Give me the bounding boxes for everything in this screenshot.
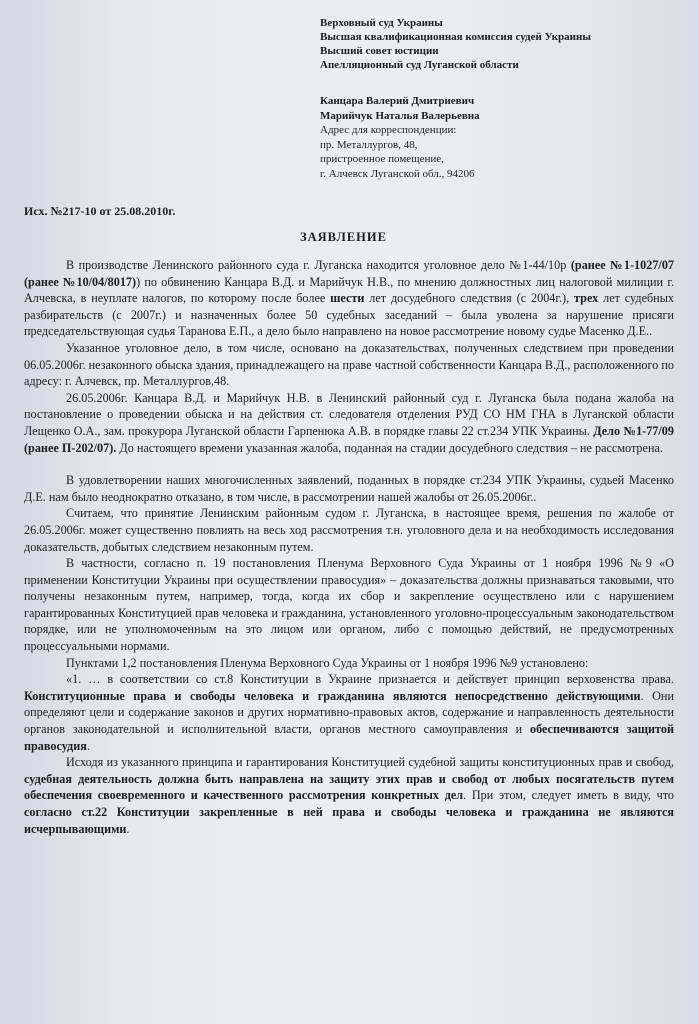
p1-case-number: (ранее №1-1027/07 (ранее №10/04/8017)	[24, 258, 675, 289]
paragraph-gap	[24, 456, 674, 472]
addressee-line: Высшая квалификационная комиссия судей Украины	[320, 31, 591, 43]
addressee-line: Верховный суд Украины	[320, 17, 443, 29]
address-line: пр. Металлургов, 48,	[320, 138, 418, 151]
p3-text: До настоящего времени указанная жалоба, поданная на стадии досудебного следствия – не рассмотрена.	[116, 440, 663, 455]
p1-text: лет досудебного следствия (с 2004г.),	[364, 291, 575, 306]
paragraph-9	[24, 754, 674, 837]
p1-text: лет судебных разбирательств (с 2007г.) и назначенных более 50 судебных заседаний – была уволена за нарушение присяги председательствующая судья Таранова Е.П., а дело было направлено на новое рассмотрение новому судье Масенко Д.Е..	[24, 291, 674, 339]
p9-text: . При этом, следует иметь в виду, что	[463, 788, 674, 803]
addressee-line: Высший совет юстиции	[320, 45, 439, 57]
document-body	[24, 257, 674, 837]
p1-text: В производстве Ленинского районного суда г. Луганска находится уголовное дело №1-44/10р	[66, 258, 571, 272]
paragraph-2: Указанное уголовное дело, в том числе, основано на доказательствах, полученных следствием при проведении 06.05.2006г. незаконного обыска здания, принадлежащего на праве частной собственности Канцара В.Д., расположенного по адресу: г. Алчевск, пр. Металлургов,48.	[24, 340, 674, 389]
p9-emphasis: согласно ст.22 Конституции закрепленные в ней права и свободы человека и гражданина не являются исчерпывающими	[24, 805, 674, 836]
p9-emphasis: судебная деятельность должна быть направлена на защиту этих прав и свобод от любых посягательств путем обеспечения своевременного и качественного рассмотрения конкретных дел	[24, 771, 674, 803]
address-line: Адрес для корреспонденции:	[320, 124, 457, 136]
paragraph-3	[24, 390, 674, 456]
outgoing-number: Исх. №217-10 от 25.08.2010г.	[24, 204, 176, 218]
p8-emphasis: Конституционные права и свободы человека и гражданина являются непосредственно действующими	[24, 688, 641, 703]
address-line: г. Алчевск Луганской обл., 94206	[320, 167, 475, 180]
p9-text: Исходя из указанного принципа и гарантирования Конституцией судебной защиты конституционных прав и свобод,	[66, 755, 674, 770]
p8-text: «1. … в соответствии со ст.8 Конституции в Украине признается и действует принцип верховенства права.	[66, 672, 674, 687]
p1-emphasis: шести	[330, 291, 365, 306]
document-title: ЗАЯВЛЕНИЕ	[300, 230, 387, 244]
sender-name: Канцара Валерий Дмитриевич	[320, 95, 475, 107]
addressee-line: Апелляционный суд Луганской области	[320, 59, 519, 71]
p1-emphasis: трех	[574, 291, 599, 306]
p8-text: . Они определяют цели и содержание законов и других нормативно-правовых актов, содержание и направленность деятельности органов законодательной и исполнительной власти, органов местного самоуправления и	[24, 688, 674, 737]
paragraph-4: В удовлетворении наших многочисленных заявлений, поданных в порядке ст.234 УПК Украины, судьей Масенко Д.Е. нам было неоднократно отказано, в том числе, в рассмотрении нашей жалобы от 26.05.2006г..	[24, 473, 674, 504]
paragraph-8	[24, 671, 674, 754]
p8-emphasis: обеспечиваются защитой правосудия	[24, 722, 674, 753]
sender-block	[320, 94, 690, 181]
p3-text: 26.05.2006г. Канцара В.Д. и Марийчук Н.В. в Ленинский районный суд г. Луганска была подана жалоба на постановление о проведении обыска и на действия ст. следователя отделения РУД СО НМ ГНА в Луганской области Лещенко О.А., зам. прокурора Луганской области Гарпенюка А.В. в порядке главы 22 ст.234 УПК Украины.	[24, 390, 674, 438]
p1-text: ) по обвинению Канцара В.Д. и Марийчук Н.В., по мнению должностных лиц налоговой милиции г. Алчевска, в неуплате налогов, по которому после более	[24, 274, 674, 306]
p3-case-number: Дело №1-77/09 (ранее П-202/07).	[24, 423, 674, 455]
sender-name: Марийчук Наталья Валерьевна	[320, 109, 480, 122]
p8-text: .	[86, 738, 90, 753]
paragraph-7: Пунктами 1,2 постановления Пленума Верховного Суда Украины от 1 ноября 1996 №9 установлено:	[66, 655, 589, 670]
address-line: пристроенное помещение,	[320, 153, 444, 165]
p9-text: .	[126, 821, 130, 836]
paragraph-5: Считаем, что принятие Ленинским районным судом г. Луганска, в настоящее время, решения по жалобе от 26.05.2006г. может существенно повлиять на весь ход рассмотрения т.н. уголовного дела и на необходимость исследования доказательств, добытых следствием незаконным путем.	[24, 506, 674, 554]
paragraph-6: В частности, согласно п. 19 постановления Пленума Верховного Суда Украины от 1 ноября 1996 №9 «О применении Конституции Украины при осуществлении правосудия» – доказательства должны признаваться таковыми, что получены незаконным путем, например, тогда, когда их сбор и закрепление осуществлено или с нарушением гарантированных Конституцией прав человека и гражданина, установленного уголовно-процессуальным законодательством порядке, или не уполномоченным на это лицом или органом, либо с помощью действий, не предусмотренных процессуальными нормами.	[24, 556, 674, 654]
addressee-block	[320, 16, 690, 72]
paragraph-1	[24, 257, 674, 340]
